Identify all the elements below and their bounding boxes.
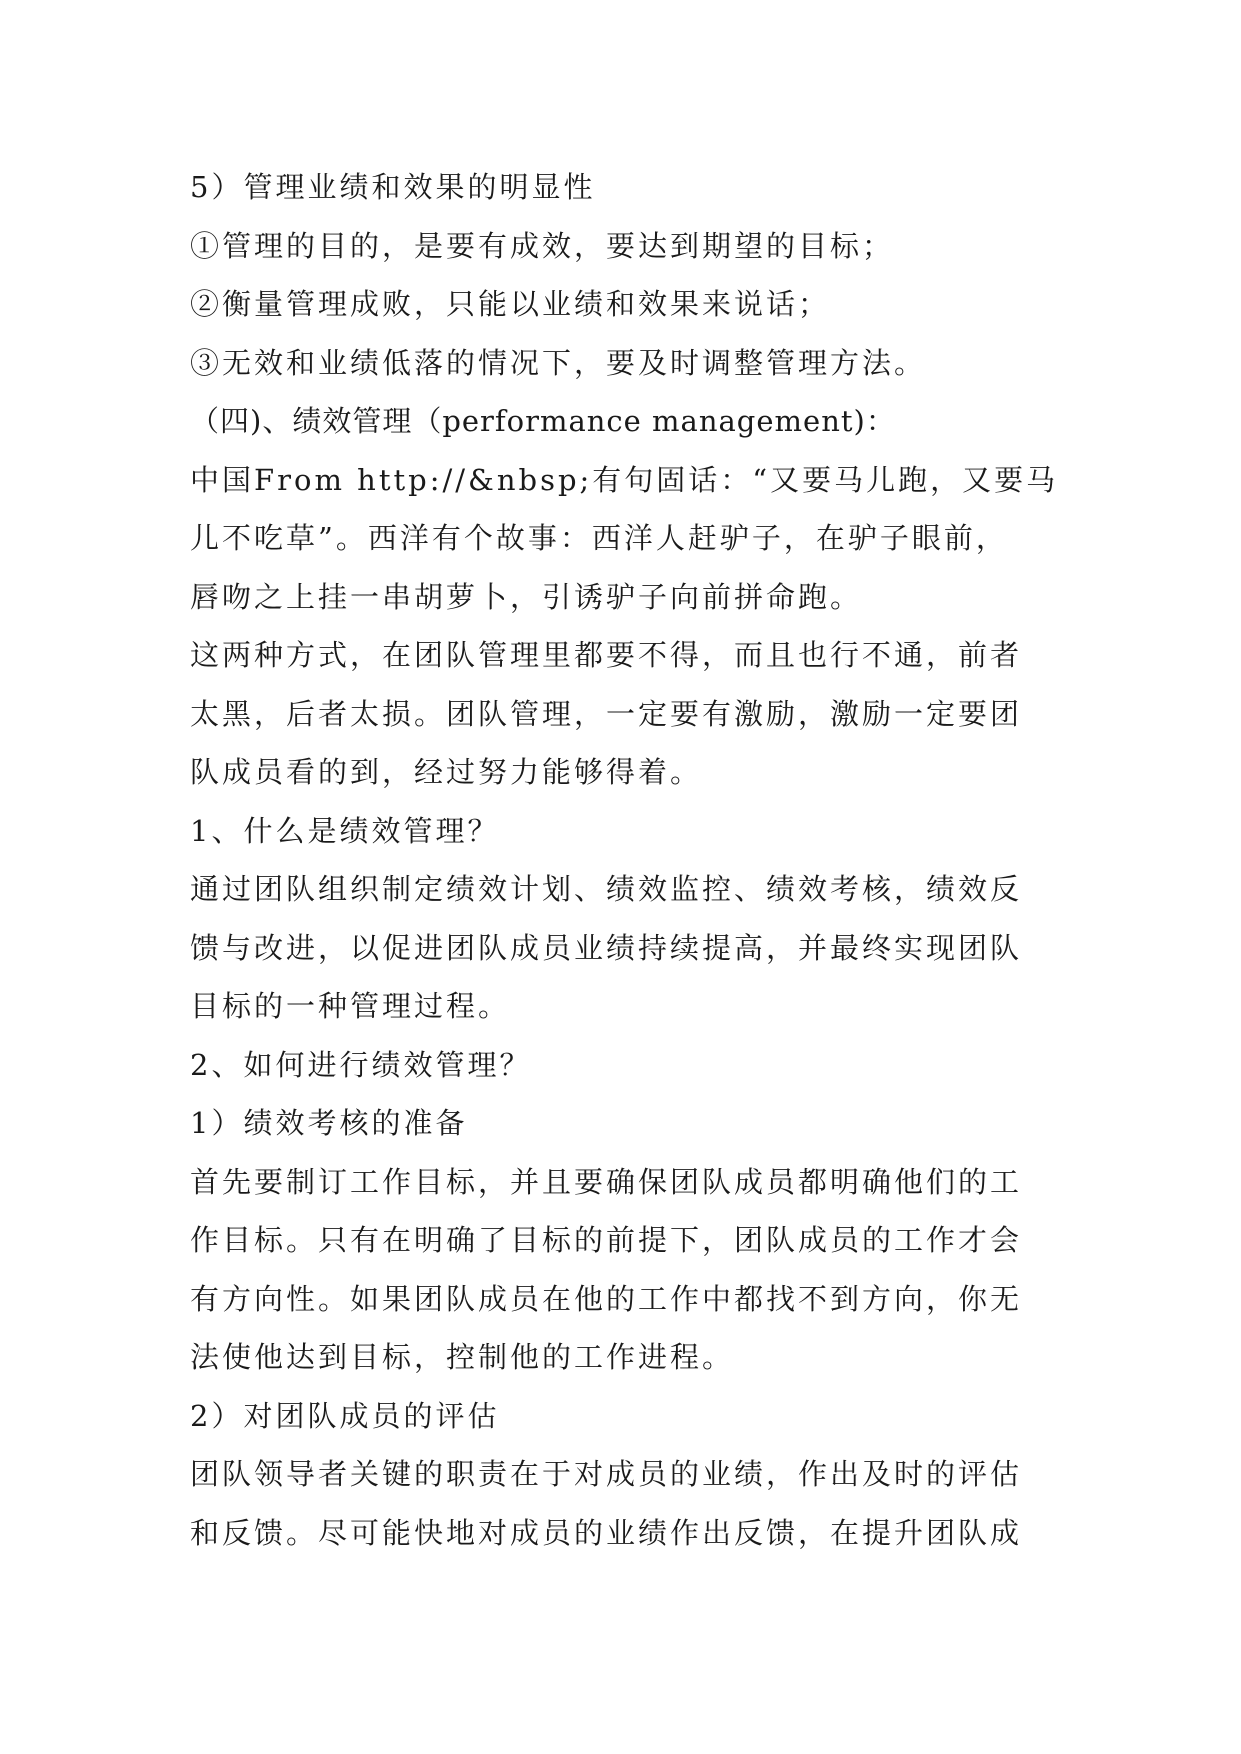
heading-5-visibility: 5）管理业绩和效果的明显性 [190, 170, 596, 204]
paragraph-line: 法使他达到目标，控制他的工作进程。 [190, 1340, 735, 1374]
paragraph-line: 团队领导者关键的职责在于对成员的业绩，作出及时的评估 [190, 1457, 1023, 1491]
paragraph-line: 通过团队组织制定绩效计划、绩效监控、绩效考核，绩效反 [190, 872, 1023, 906]
list-item-1: ①管理的目的，是要有成效，要达到期望的目标； [190, 228, 895, 263]
paragraph-line: 馈与改进，以促进团队成员业绩持续提高，并最终实现团队 [190, 930, 1023, 965]
question-heading-1: 1、什么是绩效管理？ [190, 813, 500, 848]
paragraph-line: 这两种方式，在团队管理里都要不得，而且也行不通，前者 [190, 638, 1023, 672]
paragraph-line: 唇吻之上挂一串胡萝卜，引诱驴子向前拼命跑。 [190, 579, 863, 614]
subheading-1: 1）绩效考核的准备 [190, 1106, 468, 1140]
paragraph-line: 目标的一种管理过程。 [190, 989, 511, 1023]
paragraph-line: 首先要制订工作目标，并且要确保团队成员都明确他们的工 [190, 1164, 1023, 1199]
paragraph-line: 队成员看的到，经过努力能够得着。 [190, 755, 703, 789]
list-item-3: ③无效和业绩低落的情况下，要及时调整管理方法。 [190, 345, 927, 380]
paragraph-line: 和反馈。尽可能快地对成员的业绩作出反馈，在提升团队成 [190, 1515, 1023, 1550]
paragraph-line: 儿不吃草”。西洋有个故事：西洋人赶驴子，在驴子眼前， [190, 521, 1008, 555]
document-page [190, 158, 1060, 1562]
question-heading-2: 2、如何进行绩效管理？ [190, 1047, 532, 1082]
list-item-2: ②衡量管理成败，只能以业绩和效果来说话； [190, 287, 831, 321]
section-heading-performance-management: （四)、绩效管理（performance management)： [190, 404, 896, 438]
subheading-2: 2）对团队成员的评估 [190, 1398, 500, 1433]
paragraph-line: 作目标。只有在明确了目标的前提下，团队成员的工作才会 [190, 1223, 1023, 1257]
paragraph-line: 有方向性。如果团队成员在他的工作中都找不到方向，你无 [190, 1281, 1023, 1316]
paragraph-line: 太黑，后者太损。团队管理，一定要有激励，激励一定要团 [190, 696, 1023, 731]
paragraph-line: 中国From http://&nbsp;有句固话：“又要马儿跑，又要马 [190, 462, 1059, 497]
